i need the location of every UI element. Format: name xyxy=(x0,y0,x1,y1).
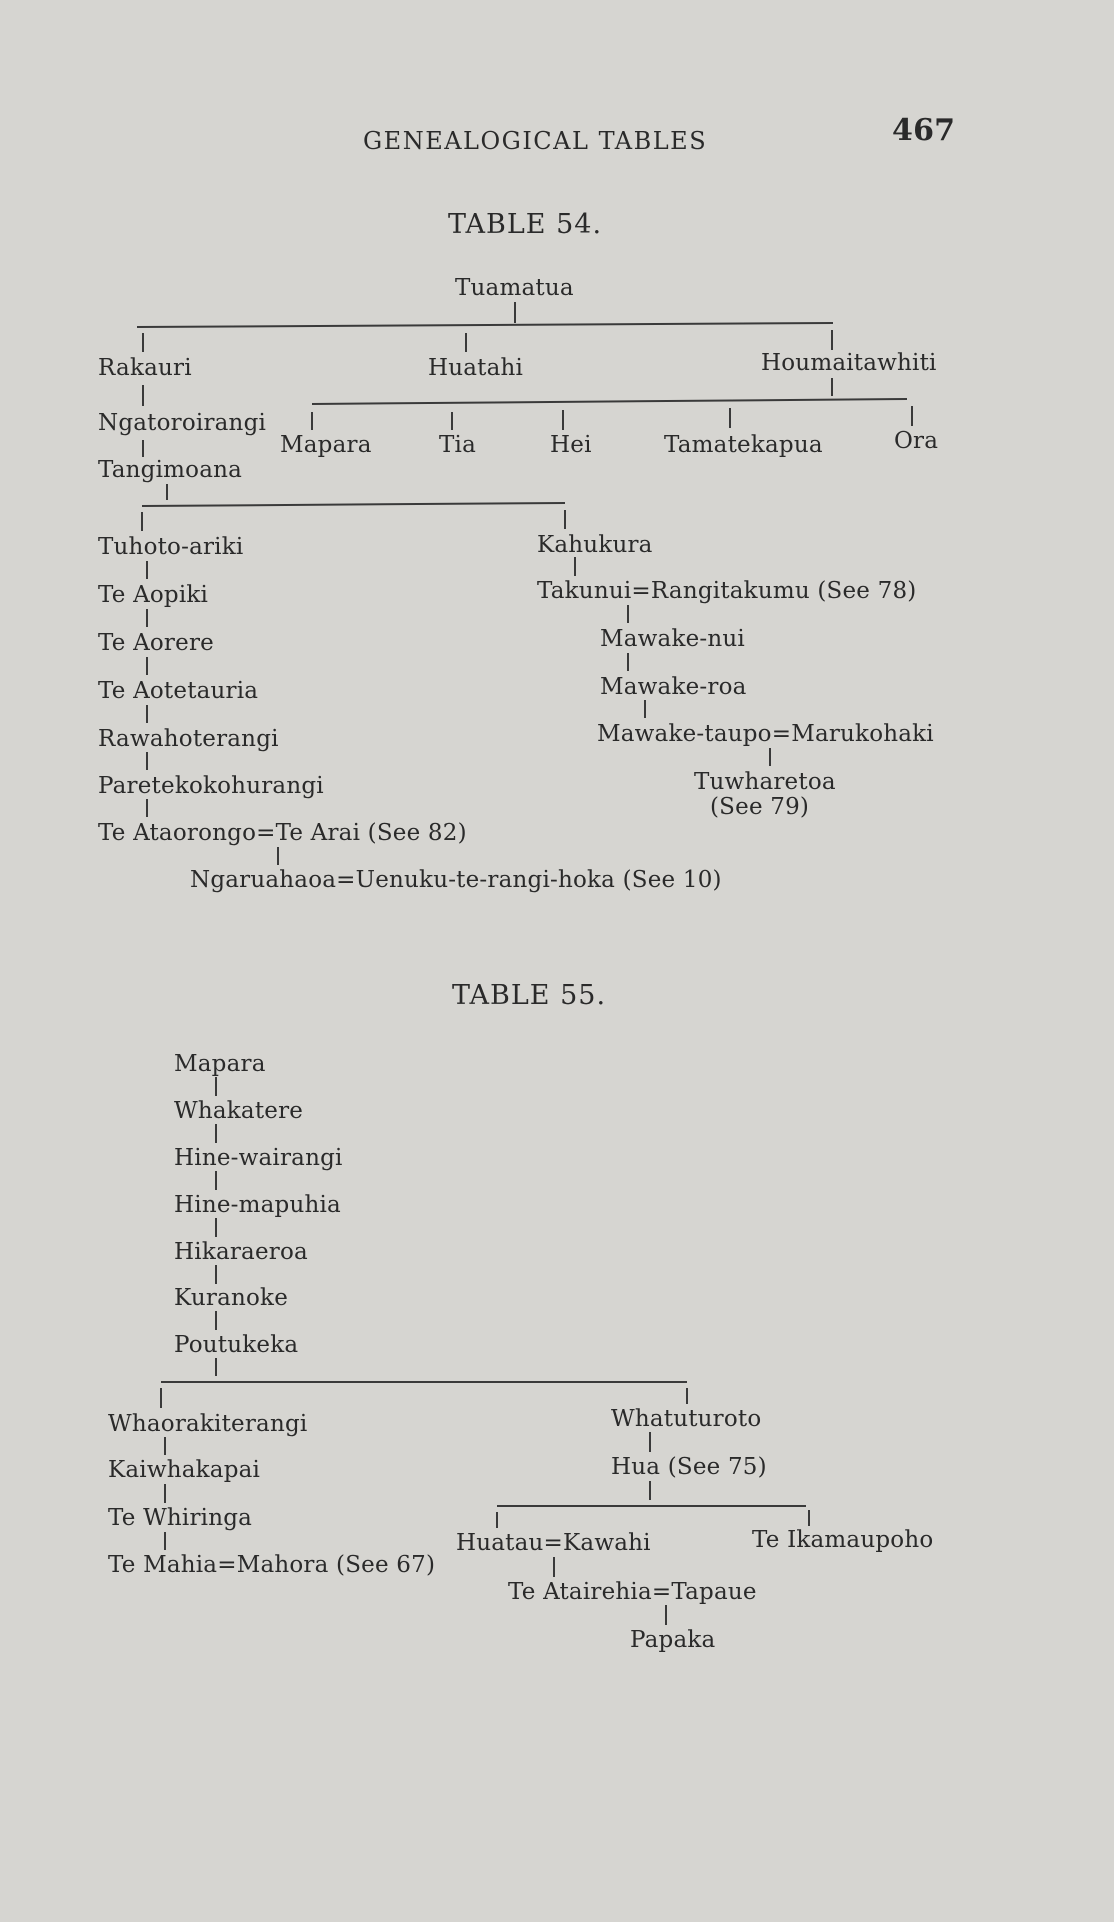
table-54-title: TABLE 54. xyxy=(448,209,603,240)
ikamaupoho: Te Ikamaupoho xyxy=(752,1527,934,1553)
ngaruahaoa: Ngaruahaoa=Uenuku-te-rangi-hoka (See 10) xyxy=(190,867,722,893)
rawahoterangi: Rawahoterangi xyxy=(98,726,279,752)
paretekokohurangi: Paretekokohurangi xyxy=(98,773,324,799)
te-ataorongo: Te Ataorongo=Te Arai (See 82) xyxy=(98,820,467,846)
te-mahia: Te Mahia=Mahora (See 67) xyxy=(108,1552,436,1578)
table-55-title: TABLE 55. xyxy=(452,980,607,1011)
rakauri: Rakauri xyxy=(98,355,192,381)
tuamatua: Tuamatua xyxy=(455,275,574,301)
te-aopiki: Te Aopiki xyxy=(98,582,209,608)
mawake-nui: Mawake-nui xyxy=(600,626,745,652)
hua: Hua (See 75) xyxy=(611,1454,767,1480)
ngatoroirangi: Ngatoroirangi xyxy=(98,410,267,436)
hikaraeroa: Hikaraeroa xyxy=(174,1239,308,1265)
tuwharetoa: Tuwharetoa xyxy=(694,769,836,795)
poutukeka: Poutukeka xyxy=(174,1332,299,1358)
huatahi: Huatahi xyxy=(428,355,524,381)
huatau: Huatau=Kawahi xyxy=(456,1530,651,1556)
page-number: 467 xyxy=(892,113,956,148)
kahukura: Kahukura xyxy=(537,532,653,558)
whaorakiterangi: Whaorakiterangi xyxy=(108,1411,308,1437)
ora: Ora xyxy=(894,428,939,454)
hine-mapuhia: Hine-mapuhia xyxy=(174,1192,341,1218)
houmaitawhiti: Houmaitawhiti xyxy=(761,350,937,376)
mapara-54: Mapara xyxy=(280,432,372,458)
te-aotetauria: Te Aotetauria xyxy=(98,678,259,704)
hine-wairangi: Hine-wairangi xyxy=(174,1145,343,1171)
tuhoto-ariki: Tuhoto-ariki xyxy=(98,534,244,560)
whatuturoto: Whatuturoto xyxy=(611,1406,762,1432)
hei: Hei xyxy=(550,432,592,458)
takunui: Takunui=Rangitakumu (See 78) xyxy=(537,578,917,604)
mawake-roa: Mawake-roa xyxy=(600,674,747,700)
tangimoana: Tangimoana xyxy=(98,457,243,483)
tia: Tia xyxy=(439,432,477,458)
tuwharetoa-note: (See 79) xyxy=(710,794,810,820)
te-atairehia: Te Atairehia=Tapaue xyxy=(508,1579,757,1605)
running-title: GENEALOGICAL TABLES xyxy=(363,127,708,155)
kuranoke: Kuranoke xyxy=(174,1285,289,1311)
whakatere: Whakatere xyxy=(174,1098,304,1124)
te-aorere: Te Aorere xyxy=(98,630,214,656)
te-whiringa: Te Whiringa xyxy=(108,1505,253,1531)
kaiwhakapai: Kaiwhakapai xyxy=(108,1457,261,1483)
tamatekapua: Tamatekapua xyxy=(664,432,823,458)
mawake-taupo: Mawake-taupo=Marukohaki xyxy=(597,721,934,747)
mapara-55: Mapara xyxy=(174,1051,266,1077)
papaka: Papaka xyxy=(630,1627,716,1653)
